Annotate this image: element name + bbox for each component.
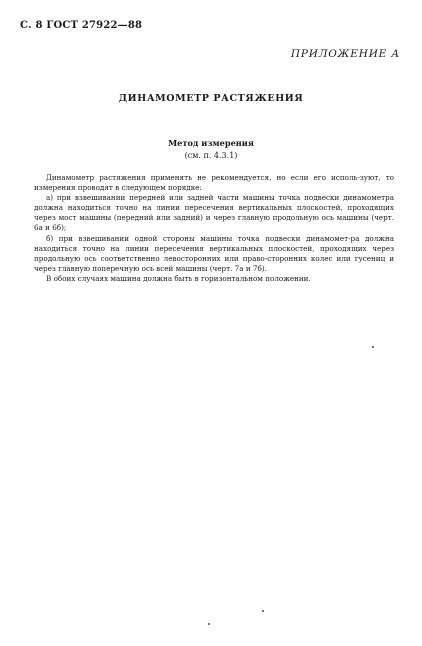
section-title: ДИНАМОМЕТР РАСТЯЖЕНИЯ bbox=[118, 93, 304, 104]
paragraph-item-a: а) при взвешивании передней или задней части машины точка подвески динамометра должна находиться точно на линии пересечения вертикальных плоскостей, проходящих через мост машины (передний или задний) и через главную продольную ось машины (черт. 6а и 6б); bbox=[34, 193, 394, 233]
scan-speck bbox=[262, 610, 264, 612]
scan-speck bbox=[372, 346, 374, 348]
paragraph-conclusion: В обоих случаях машина должна быть в горизонтальном положении. bbox=[46, 273, 311, 283]
paragraph-item-b: б) при взвешивании одной стороны машины точка подвески динамомет-ра должна находиться точно на линии пересечения вертикальных плоскостей, проходящих через продольную ось соответственно левосторонних или право-сторонних колес или гусениц и через главную поперечную ось всей машины (черт. 7а и 7б). bbox=[34, 233, 394, 273]
page-header: С. 8 ГОСТ 27922—88 bbox=[20, 20, 143, 31]
section-subtitle: Метод измерения bbox=[168, 138, 254, 148]
paragraph-intro: Динамометр растяжения применять не рекомендуется, но если его исполь-зуют, то измерения проводят в следующем порядке: bbox=[34, 173, 394, 193]
clause-reference: (см. п. 4.3.1) bbox=[184, 151, 238, 160]
scan-speck bbox=[208, 623, 210, 625]
appendix-label: ПРИЛОЖЕНИЕ А bbox=[290, 48, 400, 60]
body-text bbox=[34, 173, 394, 284]
